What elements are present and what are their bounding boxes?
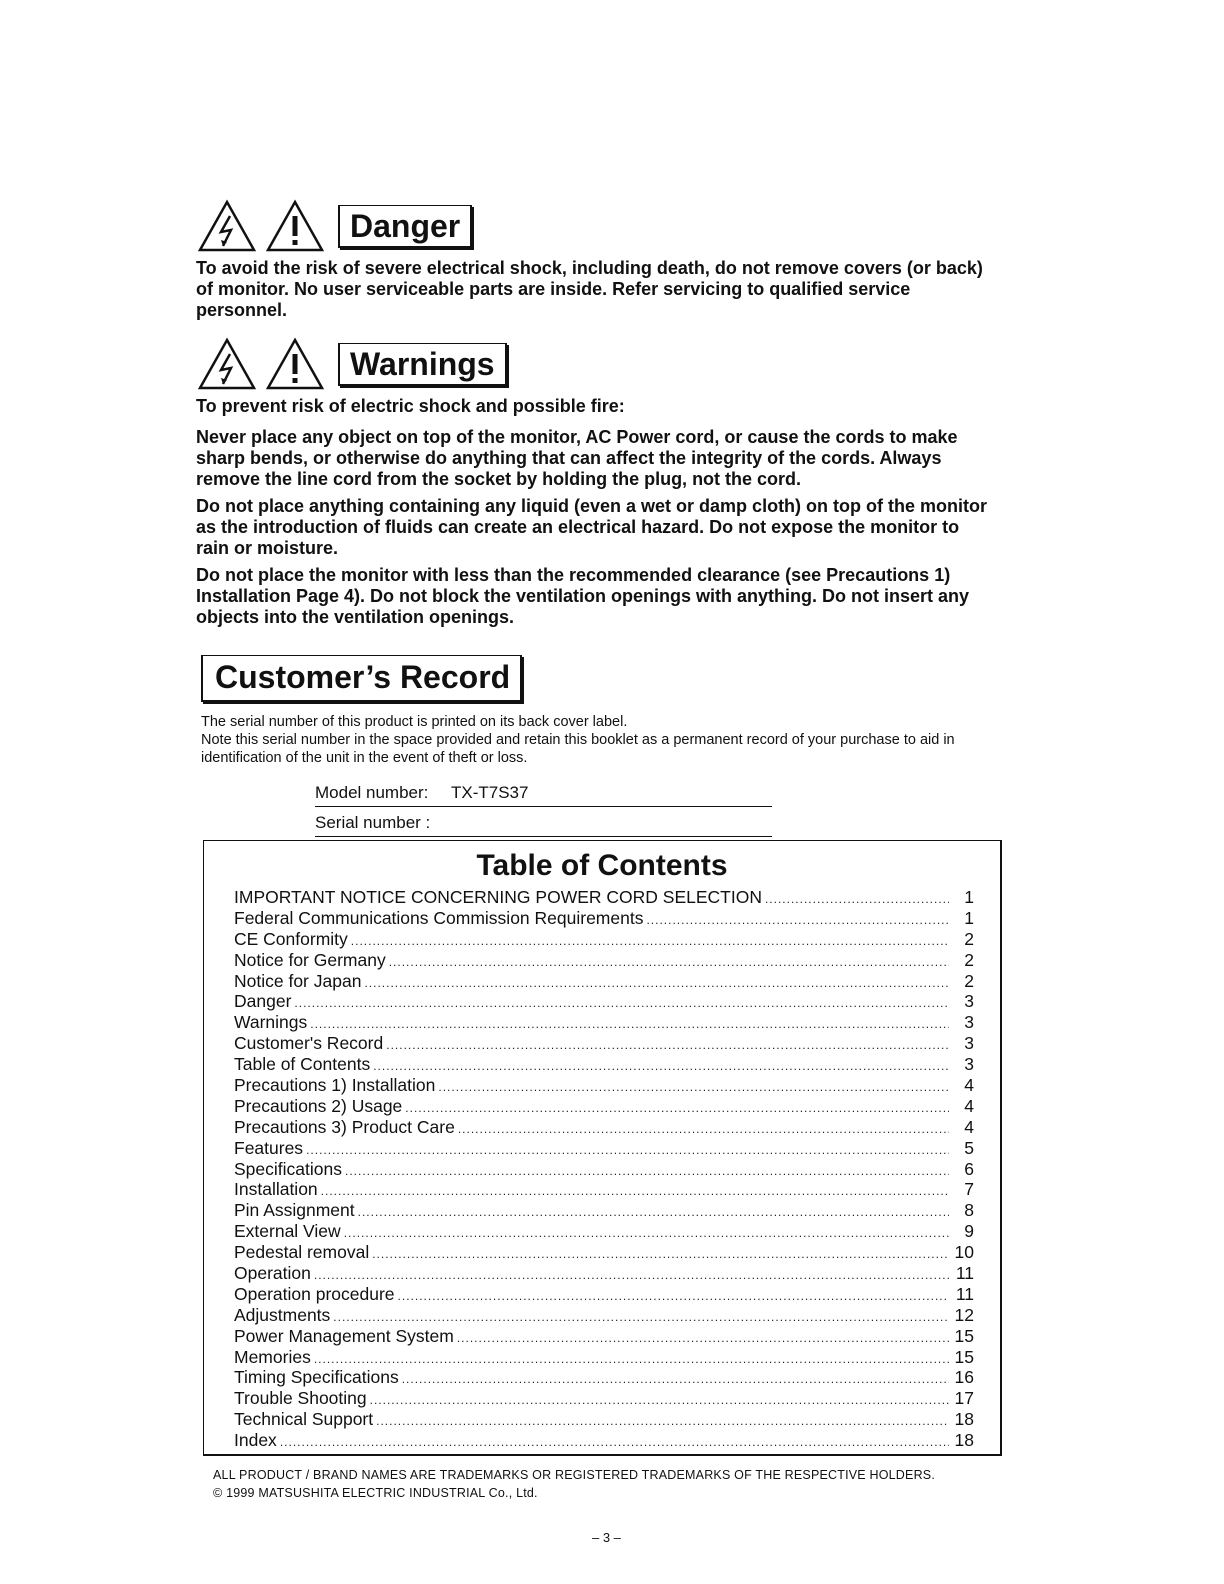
toc-dot-leader <box>765 889 949 910</box>
toc-dot-leader <box>376 1411 949 1432</box>
toc-dot-leader <box>314 1265 949 1286</box>
toc-item-page: 15 <box>954 1346 974 1367</box>
toc-item <box>234 1430 974 1451</box>
toc-item <box>234 1242 974 1263</box>
toc-item-page: 6 <box>964 1158 974 1179</box>
danger-title: Danger <box>338 205 472 248</box>
toc-item-title: Pedestal removal <box>234 1242 370 1263</box>
toc-dot-leader <box>314 1349 949 1370</box>
page-number: – 3 – <box>592 1530 621 1545</box>
toc-item <box>234 950 974 971</box>
toc-list <box>234 887 974 1451</box>
toc-item-page: 18 <box>954 1430 974 1451</box>
toc-item-page: 11 <box>955 1263 974 1284</box>
toc-item-page: 3 <box>964 991 974 1012</box>
toc-item-title: Warnings <box>234 1012 308 1033</box>
danger-header <box>196 198 472 254</box>
toc-item-title: Specifications <box>234 1158 342 1179</box>
warnings-text-block <box>196 396 996 634</box>
toc-item <box>234 1284 974 1305</box>
toc-item-title: Precautions 1) Installation <box>234 1075 436 1096</box>
toc-dot-leader <box>402 1369 949 1390</box>
toc-item-page: 8 <box>964 1200 974 1221</box>
toc-item-title: Features <box>234 1137 304 1158</box>
toc-item-title: External View <box>234 1221 341 1242</box>
toc-item-title: Danger <box>234 991 292 1012</box>
toc-item-title: Customer's Record <box>234 1033 384 1054</box>
toc-dot-leader <box>351 931 949 952</box>
toc-item <box>234 1012 974 1033</box>
toc-item-page: 4 <box>964 1095 974 1116</box>
toc-item-page: 1 <box>964 907 974 928</box>
toc-item <box>234 1179 974 1200</box>
toc-dot-leader <box>373 1056 949 1077</box>
toc-item-page: 5 <box>964 1137 974 1158</box>
toc-item-page: 2 <box>964 928 974 949</box>
toc-dot-leader <box>364 973 949 994</box>
electric-shock-warning-icon <box>196 198 258 254</box>
electric-shock-warning-icon <box>196 336 258 392</box>
toc-dot-leader <box>358 1202 949 1223</box>
toc-item-page: 16 <box>954 1367 974 1388</box>
toc-item-page: 18 <box>954 1409 974 1430</box>
toc-dot-leader <box>306 1140 949 1161</box>
toc-dot-leader <box>333 1307 949 1328</box>
toc-item-title: Timing Specifications <box>234 1367 399 1388</box>
model-number-line <box>315 782 772 807</box>
table-of-contents-box <box>203 840 1002 1456</box>
toc-dot-leader <box>386 1035 949 1056</box>
toc-item-title: Pin Assignment <box>234 1200 355 1221</box>
toc-dot-leader <box>372 1244 949 1265</box>
toc-item <box>234 971 974 992</box>
warnings-paragraph: Do not place the monitor with less than the recommended clearance (see Precautions 1) Installation Page 4). Do not block the ventilation openings with anything. Do not insert any objects into the ventilation openings. <box>196 565 970 627</box>
toc-item-title: Federal Communications Commission Requirements <box>234 907 644 928</box>
toc-item-page: 3 <box>964 1054 974 1075</box>
toc-item <box>234 1138 974 1159</box>
toc-dot-leader <box>294 993 949 1014</box>
customer-record-text <box>201 713 961 767</box>
toc-item-title: Index <box>234 1430 277 1451</box>
toc-item-page: 2 <box>964 949 974 970</box>
toc-item <box>234 1159 974 1180</box>
toc-dot-leader <box>321 1181 949 1202</box>
model-number-value: TX-T7S37 <box>451 783 529 802</box>
toc-item-title: CE Conformity <box>234 928 348 949</box>
toc-item <box>234 1096 974 1117</box>
toc-item <box>234 1367 974 1388</box>
caution-exclamation-icon <box>264 198 326 254</box>
toc-item-page: 11 <box>955 1283 974 1304</box>
toc-item <box>234 991 974 1012</box>
customer-record-paragraph: Note this serial number in the space provided and retain this booklet as a permanent record of your purchase to aid in identification of the unit in the event of theft or loss. <box>201 732 955 766</box>
toc-item-page: 10 <box>954 1242 974 1263</box>
toc-item <box>234 1263 974 1284</box>
toc-dot-leader <box>646 910 949 931</box>
toc-item <box>234 1054 974 1075</box>
danger-text-block <box>196 258 996 327</box>
toc-item <box>234 1305 974 1326</box>
toc-item-page: 3 <box>964 1012 974 1033</box>
toc-dot-leader <box>280 1432 949 1453</box>
toc-item <box>234 929 974 950</box>
toc-item-title: Operation <box>234 1263 311 1284</box>
toc-dot-leader <box>344 1223 949 1244</box>
toc-item-title: Adjustments <box>234 1304 331 1325</box>
toc-item <box>234 908 974 929</box>
toc-item <box>234 1033 974 1054</box>
toc-item-page: 9 <box>964 1221 974 1242</box>
toc-item-page: 3 <box>964 1033 974 1054</box>
toc-item-page: 7 <box>964 1179 974 1200</box>
toc-item-title: Memories <box>234 1346 311 1367</box>
copyright-notice: © 1999 MATSUSHITA ELECTRIC INDUSTRIAL Co., Ltd. <box>213 1486 538 1500</box>
toc-dot-leader <box>398 1286 949 1307</box>
toc-item-page: 15 <box>954 1325 974 1346</box>
toc-item <box>234 1200 974 1221</box>
toc-item-page: 1 <box>964 887 974 907</box>
toc-dot-leader <box>370 1390 949 1411</box>
toc-item-title: Table of Contents <box>234 1054 371 1075</box>
toc-item-title: Precautions 3) Product Care <box>234 1116 455 1137</box>
caution-exclamation-icon <box>264 336 326 392</box>
toc-dot-leader <box>457 1328 949 1349</box>
toc-item-title: Power Management System <box>234 1325 454 1346</box>
toc-item <box>234 1075 974 1096</box>
toc-item-title: Trouble Shooting <box>234 1388 367 1409</box>
serial-number-line <box>315 812 772 837</box>
toc-item-title: Notice for Germany <box>234 949 386 970</box>
toc-item-page: 2 <box>964 970 974 991</box>
toc-item <box>234 887 974 908</box>
toc-item-page: 4 <box>964 1075 974 1096</box>
warnings-paragraph: Do not place anything containing any liquid (even a wet or damp cloth) on top of the monitor as the introduction of fluids can create an electrical hazard. Do not expose the monitor to rain or moisture. <box>196 496 988 558</box>
footer <box>213 1466 1033 1502</box>
toc-item-title: Precautions 2) Usage <box>234 1095 403 1116</box>
toc-item <box>234 1221 974 1242</box>
model-number-label: Model number: <box>315 783 429 802</box>
toc-item-title: Installation <box>234 1179 318 1200</box>
customer-record-paragraph: The serial number of this product is printed on its back cover label. <box>201 714 628 730</box>
toc-item-title: Technical Support <box>234 1409 374 1430</box>
toc-dot-leader <box>345 1161 949 1182</box>
toc-item <box>234 1388 974 1409</box>
danger-text: To avoid the risk of severe electrical shock, including death, do not remove covers (or back) of monitor. No user serviceable parts are inside. Refer servicing to qualified service personnel. <box>196 258 983 320</box>
serial-number-label: Serial number : <box>315 813 431 832</box>
toc-item-title: Notice for Japan <box>234 970 362 991</box>
toc-item-title: Operation procedure <box>234 1283 395 1304</box>
toc-item <box>234 1326 974 1347</box>
toc-dot-leader <box>405 1098 949 1119</box>
toc-title: Table of Contents <box>476 849 728 882</box>
warnings-header <box>196 336 507 392</box>
toc-item <box>234 1409 974 1430</box>
toc-item <box>234 1347 974 1368</box>
warnings-intro: To prevent risk of electric shock and possible fire: <box>196 396 625 416</box>
customer-record-title: Customer’s Record <box>201 655 522 702</box>
toc-item <box>234 1117 974 1138</box>
toc-item-page: 4 <box>964 1116 974 1137</box>
toc-dot-leader <box>438 1077 949 1098</box>
toc-item-title: IMPORTANT NOTICE CONCERNING POWER CORD SELECTION <box>234 887 762 907</box>
toc-dot-leader <box>389 952 949 973</box>
toc-item-page: 12 <box>954 1304 974 1325</box>
toc-dot-leader <box>458 1119 949 1140</box>
trademark-notice: ALL PRODUCT / BRAND NAMES ARE TRADEMARKS OR REGISTERED TRADEMARKS OF THE RESPECTIVE HOLDERS. <box>213 1468 936 1482</box>
warnings-paragraph: Never place any object on top of the monitor, AC Power cord, or cause the cords to make sharp bends, or otherwise do anything that can affect the integrity of the cords. Always remove the line cord from the socket by holding the plug, not the cord. <box>196 427 958 489</box>
toc-item-page: 17 <box>954 1388 974 1409</box>
warnings-title: Warnings <box>338 343 507 386</box>
toc-dot-leader <box>310 1014 949 1035</box>
